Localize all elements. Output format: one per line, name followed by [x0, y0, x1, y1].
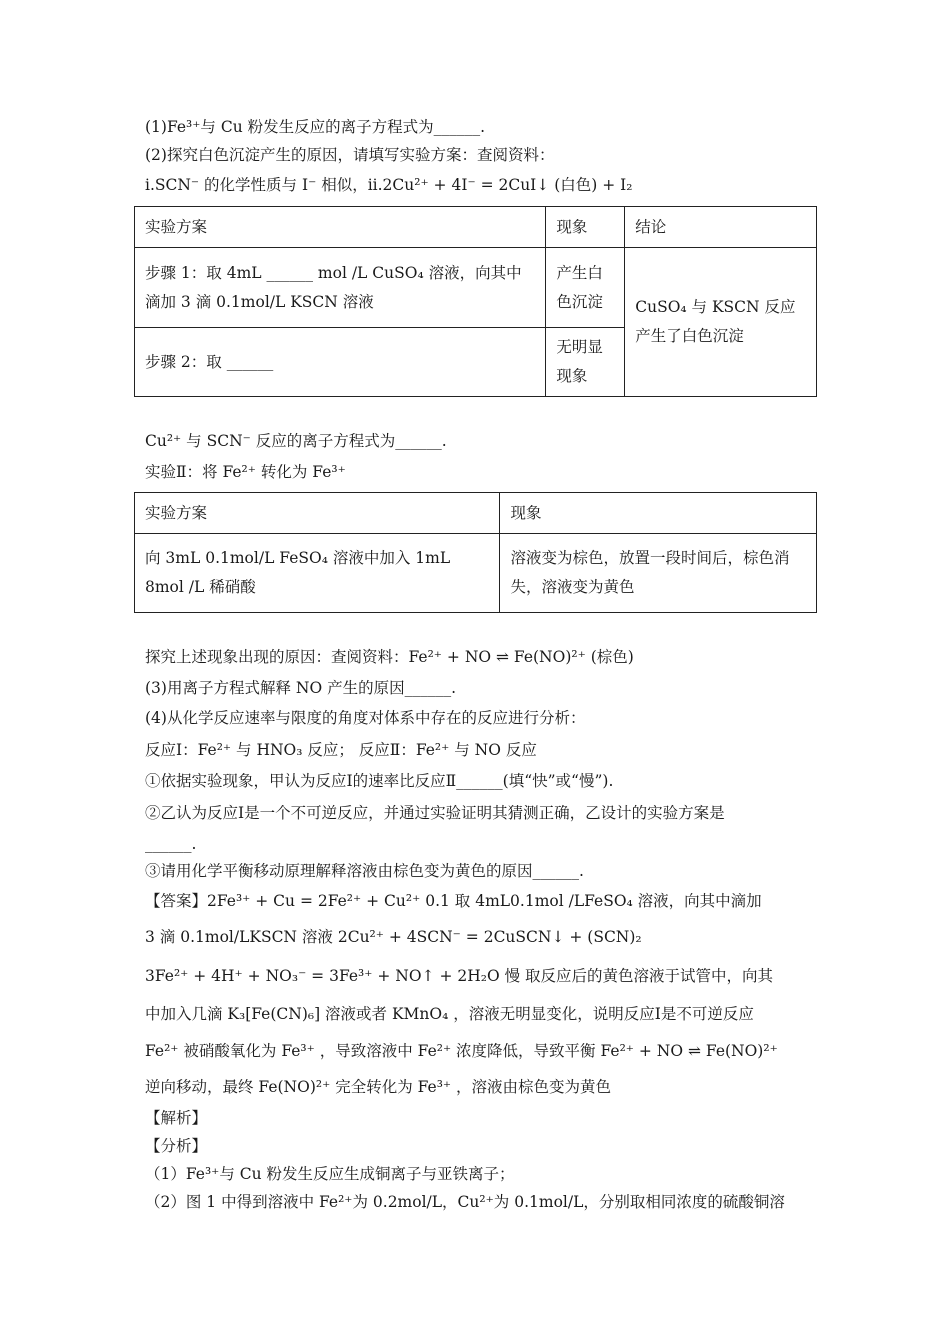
reference-info: i.SCN⁻ 的化学性质与 I⁻ 相似，ii.2Cu²⁺ + 4I⁻ = 2CuI↓ (白色) + I₂ [145, 176, 633, 194]
analysis-heading: 【解析】 [145, 1109, 208, 1127]
question-4-2: ②乙认为反应Ⅰ是一个不可逆反应，并通过实验证明其猜测正确，乙设计的实验方案是 [145, 804, 725, 822]
analysis-subheading: 【分析】 [145, 1137, 208, 1155]
analysis-line-2: （2）图 1 中得到溶液中 Fe²⁺为 0.2mol/L，Cu²⁺为 0.1mol/L，分别取相同浓度的硫酸铜溶 [145, 1193, 785, 1211]
reference-info-2: 探究上述现象出现的原因：查阅资料：Fe²⁺ + NO ⇌ Fe(NO)²⁺ (棕色) [145, 648, 634, 666]
question-1: (1)Fe³⁺与 Cu 粉发生反应的离子方程式为______. [145, 118, 486, 136]
table-cell-plan: 向 3mL 0.1mol/L FeSO₄ 溶液中加入 1mL 8mol /L 稀硝酸 [135, 534, 500, 613]
table-row [135, 248, 817, 328]
question-3: (3)用离子方程式解释 NO 产生的原因______. [145, 679, 457, 697]
table-cell-phenomenon: 溶液变为棕色，放置一段时间后，棕色消失，溶液变为黄色 [500, 534, 817, 613]
answer-line-5: Fe²⁺ 被硝酸氧化为 Fe³⁺ ，导致溶液中 Fe²⁺ 浓度降低，导致平衡 Fe²⁺ + NO ⇌ Fe(NO)²⁺ [145, 1042, 778, 1060]
reactions-line: 反应Ⅰ：Fe²⁺ 与 HNO₃ 反应； 反应Ⅱ：Fe²⁺ 与 NO 反应 [145, 741, 537, 759]
question-4: (4)从化学反应速率与限度的角度对体系中存在的反应进行分析： [145, 709, 586, 727]
table-header-cell: 结论 [625, 207, 817, 248]
experiment-table-1 [134, 206, 817, 397]
table-cell-phenomenon: 产生白色沉淀 [546, 248, 625, 328]
experiment-2-title: 实验Ⅱ：将 Fe²⁺ 转化为 Fe³⁺ [145, 463, 346, 481]
question-2: (2)探究白色沉淀产生的原因，请填写实验方案：查阅资料： [145, 146, 555, 164]
question-cu-scn: Cu²⁺ 与 SCN⁻ 反应的离子方程式为______. [145, 432, 447, 450]
table-header-cell: 现象 [546, 207, 625, 248]
answer-line-2: 3 滴 0.1mol/LKSCN 溶液 2Cu²⁺ + 4SCN⁻ = 2CuSCN↓ + (SCN)₂ [145, 928, 642, 946]
answer-line-3: 3Fe²⁺ + 4H⁺ + NO₃⁻ = 3Fe³⁺ + NO↑ + 2H₂O 慢 取反应后的黄色溶液于试管中，向其 [145, 967, 774, 985]
table-header-cell: 现象 [500, 493, 817, 534]
table-header-cell: 实验方案 [135, 207, 546, 248]
table-header-row [135, 207, 817, 248]
table-header-row [135, 493, 817, 534]
table-cell-plan: 步骤 2：取 ______ [135, 328, 546, 397]
answer-line-6: 逆向移动，最终 Fe(NO)²⁺ 完全转化为 Fe³⁺ ，溶液由棕色变为黄色 [145, 1078, 612, 1096]
question-4-1: ①依据实验现象，甲认为反应Ⅰ的速率比反应Ⅱ______(填“快”或“慢”). [145, 772, 614, 790]
table-cell-plan: 步骤 1：取 4mL ______ mol /L CuSO₄ 溶液，向其中滴加 3 滴 0.1mol/L KSCN 溶液 [135, 248, 546, 328]
table-header-cell: 实验方案 [135, 493, 500, 534]
question-4-2-blank: ______. [145, 835, 197, 853]
question-4-3: ③请用化学平衡移动原理解释溶液由棕色变为黄色的原因______. [145, 862, 584, 880]
table-cell-conclusion: CuSO₄ 与 KSCN 反应产生了白色沉淀 [625, 248, 817, 397]
table-row [135, 534, 817, 613]
answer-line-1: 【答案】2Fe³⁺ + Cu = 2Fe²⁺ + Cu²⁺ 0.1 取 4mL0.1mol /LFeSO₄ 溶液，向其中滴加 [145, 892, 762, 910]
analysis-line-1: （1）Fe³⁺与 Cu 粉发生反应生成铜离子与亚铁离子； [145, 1165, 515, 1183]
answer-line-4: 中加入几滴 K₃[Fe(CN)₆] 溶液或者 KMnO₄ ，溶液无明显变化，说明反应Ⅰ是不可逆反应 [145, 1005, 754, 1023]
table-cell-phenomenon: 无明显现象 [546, 328, 625, 397]
experiment-table-2 [134, 492, 817, 613]
